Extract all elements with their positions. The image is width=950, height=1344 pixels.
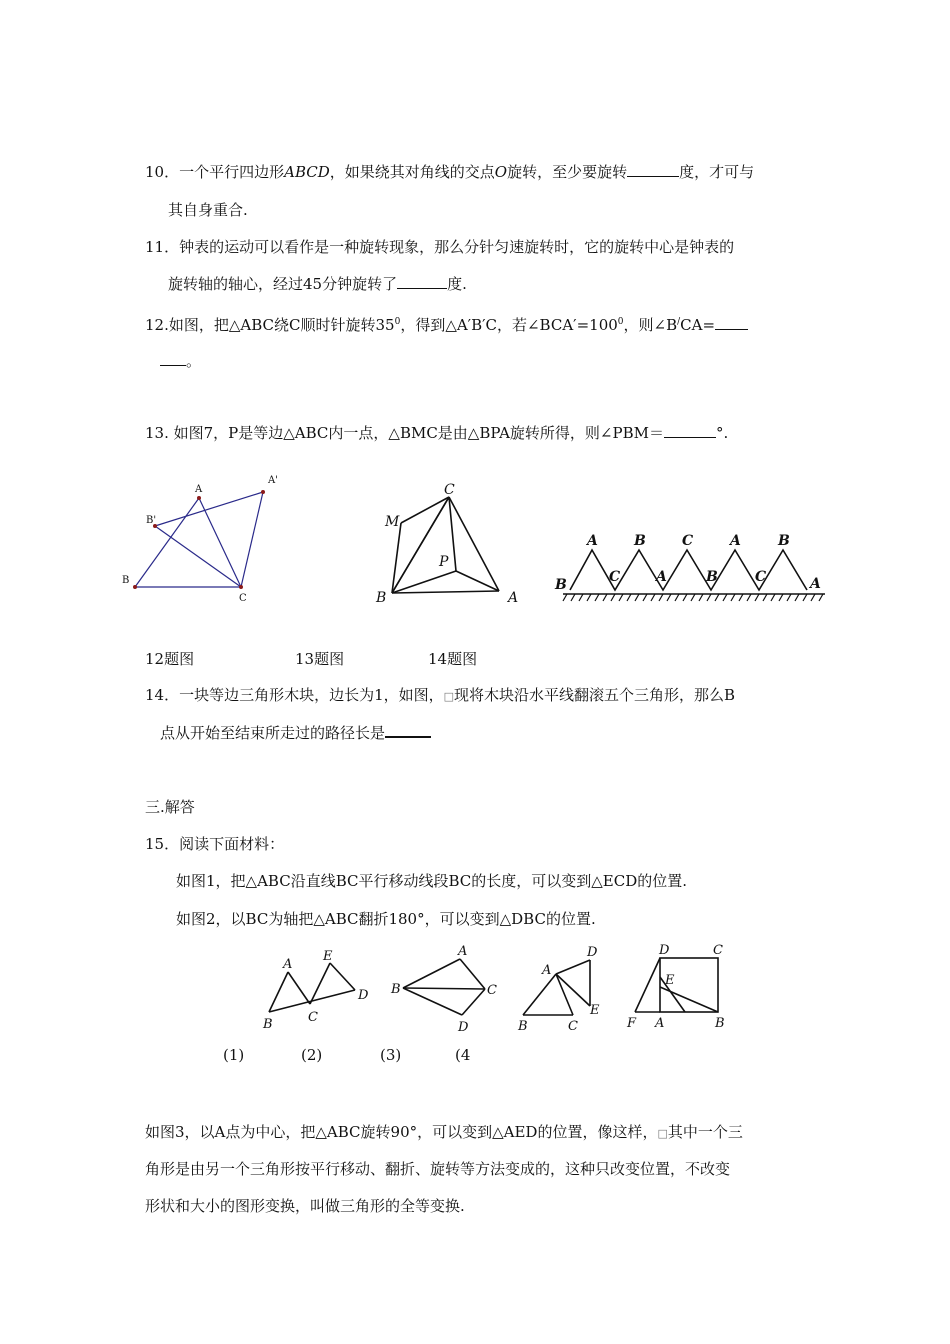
section-heading: 三.解答 [145, 798, 195, 816]
fig13-edge [456, 571, 499, 591]
caption-14: 14题图 [428, 650, 478, 668]
q13-line: 13. 如图7，P是等边△ABC内一点，△BMC是由△BPA旋转所得，则∠PBM＝ °. [145, 424, 729, 442]
f2-label-D: D [458, 1020, 469, 1035]
q15-p3-line2: 角形是由另一个三角形按平行移动、翻折、旋转等方法变成的，这种只改变位置，不改变 [145, 1160, 731, 1178]
q14-line2: 点从开始至结束所走过的路径长是 [160, 722, 431, 743]
fig14-bottom-label: B [706, 569, 718, 585]
answer-blank-12a[interactable] [715, 315, 748, 330]
figure-14 [553, 530, 833, 605]
q11-line1: 11．钟表的运动可以看作是一种旋转现象，那么分针匀速旋转时，它的旋转中心是钟表的 [145, 238, 735, 256]
fig13-edge [449, 497, 499, 591]
fig13-label-P: P [439, 554, 449, 570]
f3-label-D: D [587, 945, 598, 960]
f4-label-F: F [627, 1016, 637, 1031]
q15-figure-1 [255, 945, 375, 1035]
fig14-top-label: C [682, 533, 694, 549]
q15-figure-3 [513, 940, 613, 1035]
q15-figure-4 [623, 940, 733, 1035]
fig13-edge [392, 591, 499, 593]
f1-label-D: D [358, 988, 369, 1003]
fig12-label-A2: A' [268, 475, 278, 486]
fig13-edge [392, 571, 456, 593]
box-glyph: □ [443, 690, 455, 703]
box-glyph: □ [657, 1127, 668, 1140]
fig12-label-C: C [239, 593, 247, 604]
fig13-edge [392, 523, 401, 593]
q15-p1: 如图1，把△ABC沿直线BC平行移动线段BC的长度，可以变到△ECD的位置. [176, 872, 688, 890]
q14-line1: 14．一块等边三角形木块，边长为1，如图，□现将木块沿水平线翻滚五个三角形，那么B [145, 686, 736, 704]
figure-12 [115, 470, 285, 610]
q11-line2: 旋转轴的轴心，经过45分钟旋转了 度. [168, 275, 467, 293]
fig13-label-C: C [444, 482, 455, 498]
figure-13 [375, 480, 535, 610]
fig14-bottom-label: B [555, 577, 567, 593]
f4-label-D: D [659, 943, 670, 958]
fig13-edge [392, 497, 449, 593]
q10-line1: 10．一个平行四边形ABCD，如果绕其对角线的交点O旋转，至少要旋转 度，才可与 [145, 163, 755, 181]
f1-label-B: B [263, 1017, 273, 1032]
caption-12: 12题图 [145, 650, 195, 668]
fig-number-1: (1) [223, 1046, 245, 1064]
fig12-edge [155, 492, 263, 526]
q12-line1: 12.如图，把△ABC绕C顺时针旋转$35^0$，得到△A′B′C，若$\angle BCA'=100^0$，则∠B/CA= [145, 312, 748, 335]
f3-label-E: E [590, 1003, 600, 1018]
fig12-label-B2: B' [146, 515, 157, 526]
fig-number-3: (3) [380, 1046, 402, 1064]
answer-blank-11[interactable] [397, 274, 447, 289]
answer-blank-12b[interactable] [160, 351, 186, 366]
f4-label-C: C [713, 943, 723, 958]
f1-label-C: C [308, 1010, 318, 1025]
f4-label-E: E [665, 973, 675, 988]
fig14-bottom-label: A [810, 576, 821, 592]
answer-blank-14[interactable] [385, 722, 431, 738]
fig13-label-A: A [508, 590, 519, 606]
fig13-label-M: M [385, 514, 400, 530]
q10-line2: 其自身重合. [168, 201, 248, 219]
fig12-edge [155, 526, 241, 587]
fig14-top-label: B [634, 533, 646, 549]
fig12-edge [241, 492, 263, 587]
fig14-bottom-label: C [609, 569, 621, 585]
fig14-top-label: A [587, 533, 598, 549]
fig-number-2: (2) [301, 1046, 323, 1064]
caption-13: 13题图 [295, 650, 345, 668]
q15-figure-2 [390, 943, 500, 1033]
q15-p3-line1: 如图3，以A点为中心，把△ABC旋转90°，可以变到△AED的位置，像这样，□其中一个三 [145, 1123, 743, 1141]
fig14-top-label: B [778, 533, 790, 549]
q15-head: 15．阅读下面材料： [145, 835, 285, 853]
fig-number-4: (4 [455, 1046, 471, 1064]
f3-label-A: A [542, 963, 552, 978]
fig14-bottom-label: C [755, 569, 767, 585]
fig14-zigzag [570, 550, 807, 590]
f4-label-A: A [655, 1016, 665, 1031]
f3-label-B: B [518, 1019, 528, 1034]
fig14-top-label: A [730, 533, 741, 549]
f2-label-C: C [487, 983, 497, 998]
f2-label-A: A [458, 944, 468, 959]
f4-label-B: B [715, 1016, 725, 1031]
fig12-edge [199, 498, 241, 587]
f3-label-C: C [568, 1019, 578, 1034]
f2-label-B: B [391, 982, 401, 997]
fig14-bottom-label: A [656, 569, 667, 585]
f1-label-E: E [323, 949, 333, 964]
fig13-label-B: B [376, 590, 387, 606]
answer-blank-13[interactable] [664, 423, 716, 438]
fig12-label-A: A [195, 484, 203, 495]
q15-p2: 如图2，以BC为轴把△ABC翻折180°，可以变到△DBC的位置. [176, 910, 596, 928]
f1-label-A: A [283, 957, 293, 972]
fig12-label-B: B [122, 575, 130, 586]
q15-p3-line3: 形状和大小的图形变换，叫做三角形的全等变换. [145, 1197, 465, 1215]
q12-line2: 。 [160, 351, 201, 371]
fig12-edge [135, 498, 199, 587]
answer-blank-10[interactable] [627, 162, 679, 177]
